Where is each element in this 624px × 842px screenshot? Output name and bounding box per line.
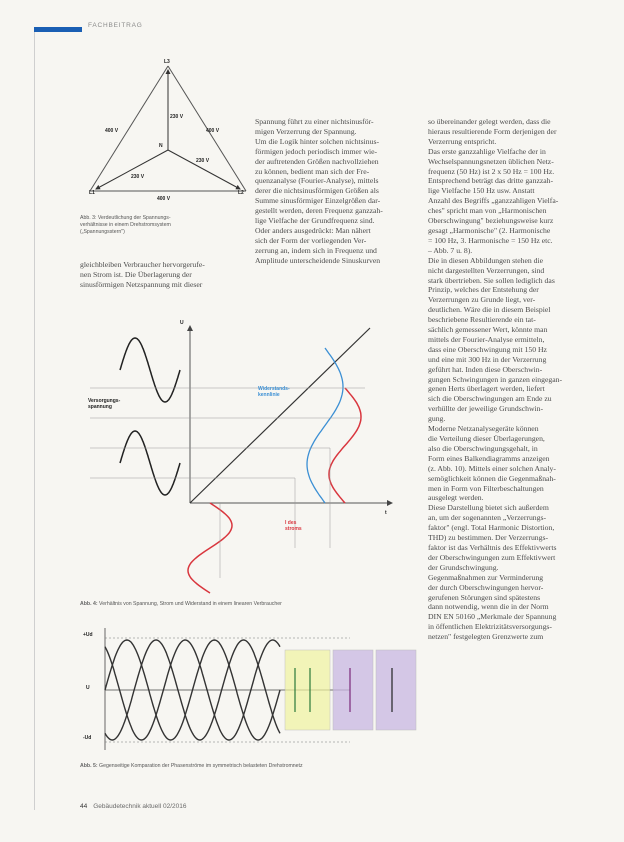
text-line: Verzerrungen zu Grunde liegt, ver-: [428, 295, 536, 305]
text-line: hieraus resultierende Form derjenigen der: [428, 126, 557, 136]
text-line: = 100 Hz, 3. Harmonische = 150 Hz etc.: [428, 235, 553, 245]
figure-3-caption: [80, 215, 240, 236]
node-label-l3: L3: [164, 59, 170, 65]
text-line: lige Vielfache der Grundfrequenz sind.: [255, 216, 375, 226]
margin-rule: [34, 32, 35, 810]
page-footer: [80, 803, 186, 810]
voltage-label-n-l1: 230 V: [131, 174, 145, 180]
text-line: gleichbleiben Verbraucher hervorgerufe-: [80, 260, 205, 269]
caption-title: Abb. 4:: [80, 601, 98, 607]
voltage-label-l1-l2: 400 V: [157, 196, 171, 202]
text-line: der durch Oberschwingungen hervor-: [428, 582, 544, 592]
axis-label-u: U: [180, 320, 184, 326]
text-line: und eine mit 300 Hz in der Verzerrung: [428, 354, 547, 364]
text-line: dann notwendig, wenn die in der Norm: [428, 602, 549, 612]
text-line: der Grundschwingung.: [428, 562, 499, 572]
three-phase-figure: [80, 620, 425, 762]
text-line: mittels der Fourier-Analyse ermitteln,: [428, 334, 545, 344]
text-line: gesagt „Harmonische" (2. Harmonische: [428, 225, 551, 235]
text-line: deutlichen. Wäre die in diesem Beispiel: [428, 305, 551, 315]
voltage-current-figure: [80, 308, 420, 598]
text-line: Die in diesen Abbildungen stehen die: [428, 255, 544, 265]
text-line: derer die nichtsinusförmigen Größen als: [255, 186, 379, 196]
text-line: faktor" (engl. Total Harmonic Distortion,: [428, 523, 555, 533]
figure-5-caption: [80, 763, 420, 770]
label-line: I des: [285, 520, 297, 526]
text-line: verhüllte der jeweilige Grundschwin-: [428, 404, 544, 414]
text-line: gestellt werden, deren Frequenz ganzzah-: [255, 206, 383, 216]
text-line: Spannung führt zu einer nichtsinusför-: [255, 117, 374, 126]
voltage-label-n-l2: 230 V: [196, 158, 210, 164]
voltage-label-l2-l3: 400 V: [206, 128, 220, 134]
text-line: zerrung an, indem sich in Frequenz und: [255, 245, 377, 255]
caption-title: Abb. 5:: [80, 763, 98, 769]
column-1-text: [80, 260, 250, 290]
text-line: stark übertrieben. Sie sollen lediglich das: [428, 275, 555, 285]
column-2-text: [255, 117, 423, 266]
text-line: frequenz (50 Hz) ist 2 x 50 Hz = 100 Hz.: [428, 166, 555, 176]
text-line: zu können, bedient man sich der Fre-: [255, 166, 370, 176]
text-line: migen Verzerrung der Spannung.: [255, 126, 357, 136]
text-line: Diese Darstellung bietet sich außerdem: [428, 503, 549, 513]
text-line: faktor ist das Verhältnis des Effektivwerts: [428, 542, 557, 552]
label-plus-ud: +Ud: [83, 632, 93, 638]
text-line: die Verteilung dieser Überlagerungen,: [428, 434, 545, 443]
label-line: kennlinie: [258, 392, 280, 398]
text-line: nicht dargestellten Verzerrungen, sind: [428, 265, 545, 275]
text-line: an, um der sogenannten „Verzerrungs-: [428, 513, 547, 523]
text-line: Verzerrung entspricht.: [428, 136, 497, 146]
text-line: in öffentlichen Elektrizitätsversorgungs-: [428, 622, 552, 632]
axis-label-t: t: [385, 510, 387, 516]
text-line: Anzahl des Begriffs „ganzzahligen Vielfa-: [428, 196, 559, 206]
text-line: gungen Schwingungen in ganzen eingegan-: [428, 374, 563, 384]
text-line: Form eines Balkendiagramms anzeigen: [428, 453, 550, 463]
text-line: (z. Abb. 10). Mittels einer solchen Analy-: [428, 463, 556, 473]
node-label-l2: L2: [238, 190, 244, 196]
text-line: THD) zu bestimmen. Der Verzerrungs-: [428, 533, 549, 543]
caption-line: („Spannungsstern"): [80, 229, 125, 235]
text-line: men in Form von Filterbeschaltungen: [428, 483, 544, 493]
voltage-label-n-l3: 230 V: [170, 114, 184, 120]
text-line: gung.: [428, 414, 446, 424]
text-line: genen Herts überlagert werden, liefert: [428, 384, 545, 394]
label-u: U: [86, 685, 90, 691]
caption-text: Verhältnis von Spannung, Strom und Widerstand in einem linearen Verbraucher: [97, 601, 282, 607]
text-line: quenzanalyse (Fourier-Analyse), mittels: [255, 176, 379, 186]
caption-line: Abb. 3: Verdeutlichung der Spannungs-: [80, 215, 171, 221]
text-line: beschriebene Resultierende ein tat-: [428, 315, 536, 325]
label-current: [285, 520, 302, 532]
text-line: sächlich gemessener Wert, könnte man: [428, 325, 548, 335]
label-supply-voltage: [88, 398, 120, 410]
text-line: der auftretenden Größen nachvollziehen: [255, 156, 379, 166]
text-line: netzen" festgelegten Grenzwerte zum: [428, 632, 544, 642]
caption-line: verhältnisse in einem Drehstromsystem: [80, 222, 171, 228]
text-line: ches" spricht man von „Harmonischen: [428, 206, 547, 216]
text-line: semöglichkeit können die Gegenmaßnah-: [428, 473, 556, 483]
text-line: ausgelegt werden.: [428, 493, 484, 503]
text-line: Wechselspannungsnetzen üblichen Netz-: [428, 156, 554, 166]
text-line: DIN EN 50160 „Merkmale der Spannung: [428, 612, 557, 622]
label-line: spannung: [88, 404, 112, 410]
label-line: stroms: [285, 526, 302, 532]
section-label: FACHBEITRAG: [88, 22, 143, 29]
node-label-n: N: [159, 143, 163, 149]
column-3-text: [428, 117, 606, 642]
text-line: Oder anders ausgedrückt: Man nähert: [255, 225, 371, 235]
text-line: sich die Oberschwingungen am Ende zu: [428, 394, 552, 404]
text-line: Prinzip, welches der Entstehung der: [428, 285, 539, 295]
text-line: förmigen jedoch periodisch immer wie-: [255, 146, 378, 156]
label-resistance-curve: [258, 386, 290, 398]
node-label-l1: L1: [89, 190, 95, 196]
text-line: Summe sinusförmiger Einzelgrößen dar-: [255, 196, 381, 206]
caption-text: Gegenseitige Komparation der Phasenströme im symmetrisch belasteten Drehstromnetz: [97, 763, 303, 769]
page-number: 44: [80, 803, 88, 810]
text-line: Moderne Netzanalysegeräte können: [428, 424, 539, 434]
text-line: dass eine Oberschwingung mit 150 Hz: [428, 344, 547, 354]
text-line: also die Oberschwingungsgehalt, in: [428, 443, 538, 453]
text-line: Oberschwingung" beziehungsweise kurz: [428, 216, 554, 226]
text-line: Um die Logik hinter solchen nichtsinus-: [255, 136, 380, 146]
text-line: nen Strom ist. Die Überlagerung der: [80, 269, 192, 279]
text-line: Amplitude unterscheidende Sinuskurven: [255, 255, 381, 265]
header-accent-bar: [34, 27, 82, 32]
text-line: lige Vielfache 150 Hz usw. Anstatt: [428, 186, 535, 196]
text-line: sich der Form der vorliegenden Ver-: [255, 235, 367, 245]
text-line: geführt hat. Inden diese Oberschwin-: [428, 364, 543, 374]
publication-name: Gebäudetechnik aktuell 02/2016: [93, 803, 187, 810]
text-line: gerufenen Störungen sind spätestens: [428, 592, 541, 602]
label-minus-ud: -Ud: [83, 735, 92, 741]
text-line: Das erste ganzzahlige Vielfache der in: [428, 146, 546, 156]
text-line: Gegenmaßnahmen zur Verminderung: [428, 572, 544, 582]
voltage-label-l1-l3: 400 V: [105, 128, 119, 134]
figure-4-caption: [80, 601, 420, 608]
text-line: der Oberschwingungen zum Effektivwert: [428, 552, 556, 562]
label-line: Widerstands-: [258, 386, 290, 392]
label-line: Versorgungs-: [88, 398, 121, 404]
text-line: so übereinander gelegt werden, dass die: [428, 117, 551, 126]
text-line: sinusförmigen Netzspannung mit dieser: [80, 279, 203, 289]
text-line: – Abb. 7 u. 8).: [428, 245, 473, 255]
text-line: Entsprechend beträgt das dritte ganzzah-: [428, 176, 554, 186]
